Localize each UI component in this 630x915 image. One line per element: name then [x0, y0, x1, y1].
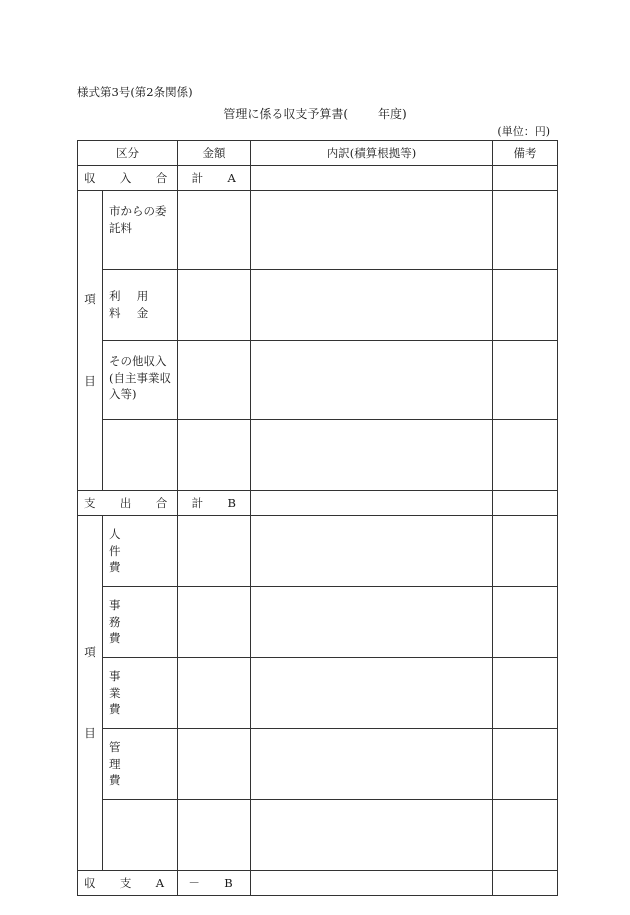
amount-cell[interactable]	[178, 341, 251, 420]
budget-table	[77, 140, 558, 896]
unit-label: (単位：円)	[497, 125, 550, 138]
amount-cell[interactable]	[178, 729, 251, 800]
income-item-label: 市からの委託料	[103, 191, 178, 270]
title-suffix: 年度)	[378, 107, 407, 121]
balance-breakdown-cell[interactable]	[251, 871, 493, 896]
expense-item-label: 事 務 費	[103, 587, 178, 658]
remarks-cell[interactable]	[493, 800, 558, 871]
amount-cell[interactable]	[178, 516, 251, 587]
header-breakdown: 内訳(積算根拠等)	[251, 141, 493, 166]
breakdown-cell[interactable]	[251, 420, 493, 491]
breakdown-cell[interactable]	[251, 191, 493, 270]
income-total-row	[78, 166, 558, 191]
expense-item-row	[78, 587, 558, 658]
balance-row	[78, 871, 558, 896]
expense-item-row	[78, 516, 558, 587]
income-item-label: その他収入(自主事業収入等)	[103, 341, 178, 420]
breakdown-cell[interactable]	[251, 341, 493, 420]
expense-item-row	[78, 729, 558, 800]
income-total-remarks-cell[interactable]	[493, 166, 558, 191]
expense-total-remarks-cell[interactable]	[493, 491, 558, 516]
header-category: 区分	[78, 141, 178, 166]
income-item-row	[78, 270, 558, 341]
balance-remarks-cell[interactable]	[493, 871, 558, 896]
income-item-label[interactable]	[103, 420, 178, 491]
breakdown-cell[interactable]	[251, 729, 493, 800]
expense-item-label: 人 件 費	[103, 516, 178, 587]
remarks-cell[interactable]	[493, 658, 558, 729]
remarks-cell[interactable]	[493, 729, 558, 800]
form-number: 様式第3号(第2条関係)	[77, 85, 193, 99]
header-remarks: 備考	[493, 141, 558, 166]
expense-item-label: 事 業 費	[103, 658, 178, 729]
expense-total-label: 支 出 合 計 B	[78, 491, 178, 516]
income-item-row	[78, 191, 558, 270]
expense-item-label[interactable]	[103, 800, 178, 871]
amount-cell[interactable]	[178, 420, 251, 491]
expense-item-row	[78, 800, 558, 871]
amount-cell[interactable]	[178, 587, 251, 658]
remarks-cell[interactable]	[493, 587, 558, 658]
remarks-cell[interactable]	[493, 341, 558, 420]
breakdown-cell[interactable]	[251, 658, 493, 729]
header-amount: 金額	[178, 141, 251, 166]
income-total-breakdown-cell[interactable]	[251, 166, 493, 191]
expense-side-label: 項 目	[78, 516, 103, 871]
income-item-label: 利 用 料 金	[103, 270, 178, 341]
remarks-cell[interactable]	[493, 270, 558, 341]
income-side-label: 項 目	[78, 191, 103, 491]
expense-total-breakdown-cell[interactable]	[251, 491, 493, 516]
breakdown-cell[interactable]	[251, 587, 493, 658]
breakdown-cell[interactable]	[251, 270, 493, 341]
income-item-row	[78, 420, 558, 491]
breakdown-cell[interactable]	[251, 800, 493, 871]
expense-item-row	[78, 658, 558, 729]
expense-item-label: 管 理 費	[103, 729, 178, 800]
remarks-cell[interactable]	[493, 191, 558, 270]
balance-label: 収 支 A － B	[78, 871, 178, 896]
remarks-cell[interactable]	[493, 516, 558, 587]
expense-total-row	[78, 491, 558, 516]
title-prefix: 管理に係る収支予算書(	[223, 107, 348, 121]
remarks-cell[interactable]	[493, 420, 558, 491]
amount-cell[interactable]	[178, 270, 251, 341]
income-item-row	[78, 341, 558, 420]
income-total-label: 収 入 合 計 A	[78, 166, 178, 191]
amount-cell[interactable]	[178, 800, 251, 871]
amount-cell[interactable]	[178, 191, 251, 270]
breakdown-cell[interactable]	[251, 516, 493, 587]
document-title	[0, 105, 630, 122]
header-row	[78, 141, 558, 166]
amount-cell[interactable]	[178, 658, 251, 729]
